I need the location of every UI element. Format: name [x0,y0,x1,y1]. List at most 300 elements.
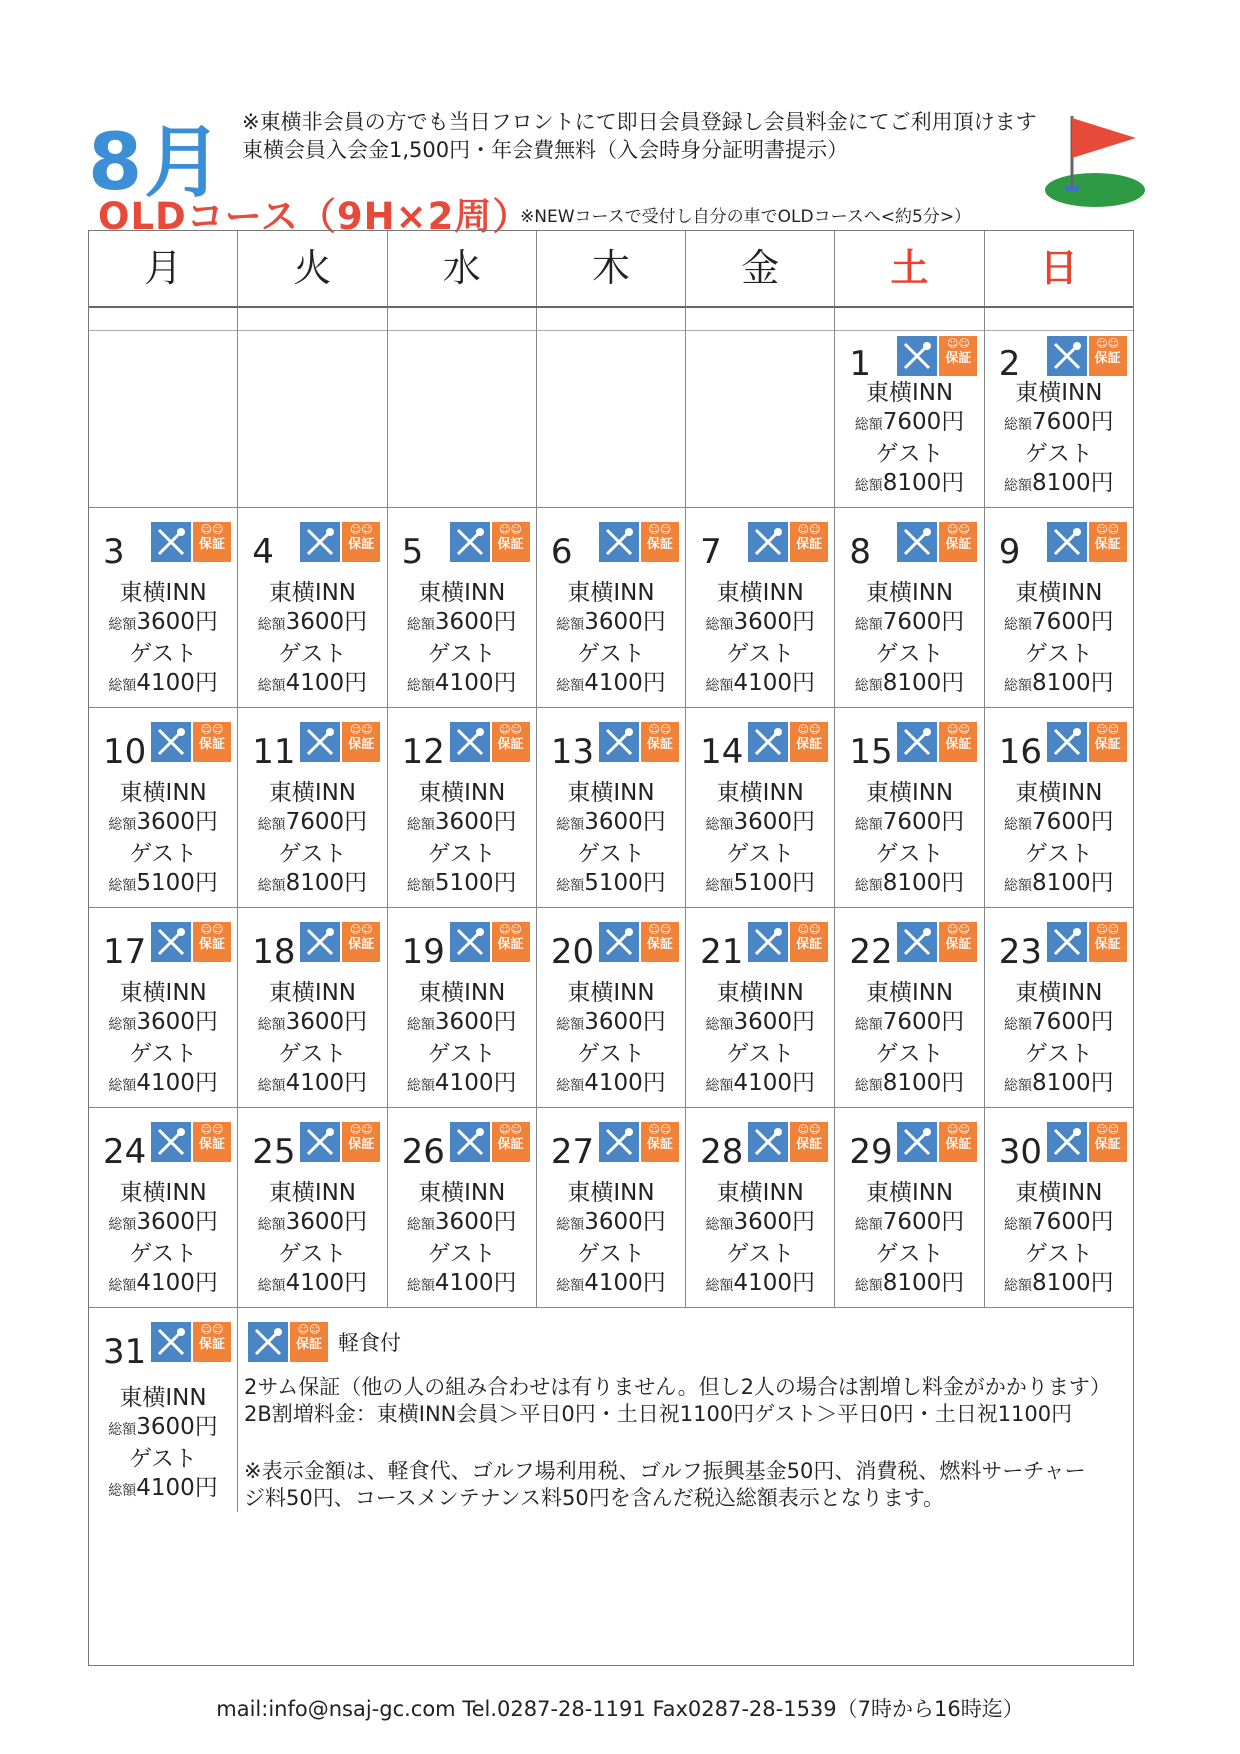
guest-label: ゲスト [576,1041,646,1067]
day-number: 19 [401,932,445,972]
legend-icons [248,1322,328,1362]
hosho-badge-icon [939,922,977,962]
day-cell [537,908,686,1107]
guest-price [537,1269,685,1301]
day-pricing [89,1179,237,1301]
member-price [985,1208,1133,1240]
member-price [686,1208,834,1240]
cell-top-strip [238,308,386,331]
day-icons [897,336,977,376]
day-number: 22 [849,932,893,972]
hotel-label: 東横INN [268,1180,357,1206]
hosho-label: 保証 [1094,537,1121,552]
day-cell [686,708,835,907]
member-price-value: 7600円 [882,809,965,835]
total-prefix: 総額 [556,617,585,633]
hosho-label: 保証 [1094,351,1121,366]
hosho-badge-icon [939,522,977,562]
day-icons [1047,522,1127,562]
day-pricing [985,979,1133,1101]
total-prefix: 総額 [406,678,435,694]
guest-price [985,669,1133,701]
smiley-faces-icon: ☺☺ [797,923,821,936]
smiley-faces-icon: ☺☺ [946,337,970,350]
course-note: ※NEWコースで受付し自分の車でOLDコースへ<約5分>） [520,207,972,227]
day-icons [300,1122,380,1162]
day-pricing [985,1179,1133,1301]
hosho-label: 保証 [646,1137,673,1152]
guest-label: ゲスト [1024,1041,1093,1067]
total-prefix: 総額 [556,1278,585,1294]
fork-knife-icon [300,1122,340,1162]
guest-price-value: 4100円 [285,670,368,696]
day-cell [388,908,537,1107]
hotel-label: 東横INN [865,580,954,606]
golf-flag-icon [1040,112,1150,212]
hotel-label: 東横INN [1015,580,1103,606]
day-number: 2 [998,344,1021,384]
total-prefix: 総額 [1004,1217,1033,1233]
day-pricing [238,979,386,1101]
guest-price [985,1069,1133,1101]
guest-label: ゲスト [129,841,198,867]
week-row [89,1108,1133,1308]
guest-price [537,669,685,701]
smiley-faces-icon: ☺☺ [499,1123,523,1136]
guest-price-value: 8100円 [285,870,368,896]
day-cell [537,508,686,707]
smiley-faces-icon: ☺☺ [499,923,523,936]
day-number: 29 [849,1132,893,1172]
day-pricing [686,579,834,701]
guest-price-value: 8100円 [1032,870,1114,896]
guest-price-value: 5100円 [733,870,816,896]
calendar [88,230,1134,1666]
member-price-value: 3600円 [136,1009,218,1035]
guest-label: ゲスト [576,1241,646,1267]
smiley-faces-icon: ☺☺ [499,523,523,536]
day-icons [450,922,530,962]
day-pricing [388,979,536,1101]
weekday-sat: 土 [835,231,984,306]
fork-knife-icon [897,522,937,562]
hosho-label: 保証 [796,737,823,752]
day-pricing [89,579,237,701]
guest-price [89,869,237,901]
day-cell [985,1108,1133,1307]
member-price [89,608,237,640]
day-number: 15 [849,732,893,772]
guest-label: ゲスト [875,1041,944,1067]
smiley-faces-icon: ☺☺ [1096,723,1120,736]
day-number: 26 [401,1132,445,1172]
hosho-badge-icon [342,922,380,962]
fork-knife-icon [1047,1122,1087,1162]
smiley-faces-icon: ☺☺ [499,723,523,736]
total-prefix: 総額 [854,1078,883,1094]
smiley-faces-icon: ☺☺ [648,1123,672,1136]
day-cell [89,1308,238,1512]
cell-top-strip [835,308,983,331]
guest-label: ゲスト [427,1241,496,1267]
cell-top-strip [89,308,237,331]
fork-knife-icon [599,522,639,562]
hotel-label: 東横INN [567,980,655,1006]
day-number: 18 [252,932,296,972]
guest-price-value: 5100円 [136,870,218,896]
guest-price [388,1269,536,1301]
member-price [686,1008,834,1040]
member-price-value: 3600円 [434,1009,517,1035]
day-cell [835,308,984,507]
member-price [89,1008,237,1040]
guest-price-value: 8100円 [882,1070,965,1096]
fork-knife-icon [151,1322,191,1362]
day-number: 13 [550,732,595,772]
day-icons [599,1122,679,1162]
cell-top-strip [686,308,834,331]
day-icons [450,1122,530,1162]
day-cell [238,708,387,907]
guest-price [686,869,834,901]
total-prefix: 総額 [406,1278,435,1294]
total-prefix: 総額 [556,817,585,833]
hotel-label: 東横INN [865,380,954,406]
fork-knife-icon [1047,922,1087,962]
hosho-badge-icon [939,1122,977,1162]
total-prefix: 総額 [556,1017,585,1033]
guest-price-value: 4100円 [584,1070,666,1096]
total-prefix: 総額 [854,817,883,833]
weekday-wed: 水 [388,231,537,306]
day-icons [599,522,679,562]
hosho-label: 保証 [945,537,972,552]
smiley-faces-icon: ☺☺ [797,523,821,536]
hosho-badge-icon [641,522,679,562]
total-prefix: 総額 [705,1217,734,1233]
guest-label: ゲスト [875,441,944,467]
member-price [985,808,1133,840]
guest-label: ゲスト [1024,441,1093,467]
guest-label: ゲスト [1024,1241,1093,1267]
hotel-label: 東横INN [1015,780,1103,806]
hosho-badge-icon [193,1322,231,1362]
day-pricing [238,779,386,901]
day-icons [151,1122,231,1162]
hotel-label: 東横INN [567,780,655,806]
smiley-faces-icon: ☺☺ [946,523,970,536]
guest-price-value: 4100円 [434,1270,517,1296]
guest-price-value: 8100円 [882,1270,965,1296]
day-number: 30 [998,1132,1042,1172]
hotel-label: 東横INN [418,980,506,1006]
member-price-value: 3600円 [136,1414,218,1440]
member-price [238,1008,386,1040]
guest-price [985,1269,1133,1301]
guest-price-value: 4100円 [733,1270,816,1296]
hosho-badge-icon [492,922,530,962]
fork-knife-icon [599,722,639,762]
total-prefix: 総額 [1004,417,1033,433]
guest-label: ゲスト [278,1041,347,1067]
member-price [985,608,1133,640]
smiley-faces-icon: ☺☺ [200,1323,224,1336]
day-cell [537,708,686,907]
member-price-value: 3600円 [584,609,666,635]
guest-price [388,669,536,701]
smiley-faces-icon: ☺☺ [349,723,373,736]
member-price [537,808,685,840]
guest-price-value: 5100円 [584,870,666,896]
smiley-faces-icon: ☺☺ [648,723,672,736]
total-prefix: 総額 [406,817,435,833]
member-price [89,808,237,840]
day-pricing [89,979,237,1101]
hotel-label: 東横INN [1015,380,1103,406]
hosho-badge-icon [641,922,679,962]
hosho-label: 保証 [945,937,972,952]
member-price [985,1008,1133,1040]
hosho-label: 保証 [198,1337,225,1352]
guest-label: ゲスト [427,841,496,867]
day-cell [835,908,984,1107]
guest-price-value: 4100円 [584,670,666,696]
fork-knife-icon [897,722,937,762]
day-number: 7 [700,532,722,572]
member-price-value: 7600円 [1032,1009,1114,1035]
total-prefix: 総額 [854,878,883,894]
hotel-label: 東横INN [865,980,954,1006]
member-price-value: 3600円 [136,609,218,635]
weekday-header [89,231,1133,308]
member-price [835,1208,983,1240]
day-icons [450,722,530,762]
total-prefix: 総額 [108,617,137,633]
guest-label: ゲスト [1024,841,1093,867]
total-prefix: 総額 [406,617,435,633]
fork-knife-icon [599,1122,639,1162]
day-cell [238,508,387,707]
guest-price-value: 8100円 [1032,670,1114,696]
guest-label: ゲスト [875,1241,944,1267]
member-price-value: 3600円 [434,609,517,635]
smiley-faces-icon: ☺☺ [946,723,970,736]
day-pricing [686,1179,834,1301]
empty-cell [238,308,387,507]
total-prefix: 総額 [108,678,137,694]
day-icons [151,922,231,962]
total-prefix: 総額 [1004,1278,1033,1294]
guest-price [537,869,685,901]
guest-price [835,1069,983,1101]
legend-line4: ジ料50円、コースメンテナンス料50円を含んだ税込総額表示となります。 [244,1486,945,1510]
hotel-label: 東横INN [716,1180,804,1206]
hosho-badge-icon [790,922,828,962]
hosho-badge-icon [790,722,828,762]
hosho-badge-icon [342,1122,380,1162]
guest-label: ゲスト [576,641,646,667]
hosho-label: 保証 [497,937,524,952]
hosho-badge-icon [193,722,231,762]
fork-knife-icon [1047,522,1087,562]
day-pricing [537,1179,685,1301]
hosho-label: 保証 [497,737,524,752]
day-cell [835,1108,984,1307]
guest-price-value: 8100円 [882,470,965,496]
fork-knife-icon [151,522,191,562]
membership-note-line2: 東横会員入会金1,500円・年会費無料（入会時身分証明書提示） [242,138,849,162]
day-cell [985,308,1133,507]
hosho-badge-icon [193,922,231,962]
fork-knife-icon [151,1122,191,1162]
smiley-faces-icon: ☺☺ [200,923,224,936]
guest-price-value: 8100円 [882,670,965,696]
fork-knife-icon [248,1322,288,1362]
day-icons [748,1122,828,1162]
hosho-label: 保証 [646,537,673,552]
member-price [89,1208,237,1240]
day-pricing [835,1179,983,1301]
day-cell [388,1108,537,1307]
day-pricing [985,779,1133,901]
day-cell [985,908,1133,1107]
guest-label: ゲスト [726,1041,795,1067]
total-prefix: 総額 [1004,678,1033,694]
guest-label: ゲスト [278,841,347,867]
total-prefix: 総額 [108,878,137,894]
total-prefix: 総額 [108,1422,137,1438]
guest-label: ゲスト [427,1041,496,1067]
hotel-label: 東横INN [716,780,804,806]
hosho-label: 保証 [497,1137,524,1152]
day-cell [835,508,984,707]
day-icons [599,722,679,762]
day-icons [151,1322,231,1362]
day-cell [89,1108,238,1307]
total-prefix: 総額 [854,1278,883,1294]
fork-knife-icon [1047,336,1087,376]
guest-price-value: 5100円 [434,870,517,896]
guest-label: ゲスト [278,641,347,667]
guest-label: ゲスト [427,641,496,667]
hosho-badge-icon [790,1122,828,1162]
day-number: 11 [252,732,296,772]
day-pricing [238,1179,386,1301]
fork-knife-icon [897,922,937,962]
day-pricing [835,379,983,501]
fork-knife-icon [450,722,490,762]
total-prefix: 総額 [705,1017,734,1033]
hotel-label: 東横INN [865,1180,954,1206]
member-price-value: 3600円 [584,1209,666,1235]
day-icons [1047,922,1127,962]
hosho-label: 保証 [1094,737,1121,752]
total-prefix: 総額 [108,1017,137,1033]
smiley-faces-icon: ☺☺ [1096,1123,1120,1136]
guest-price-value: 8100円 [1032,470,1114,496]
day-number: 3 [103,532,125,572]
hosho-badge-icon [790,522,828,562]
hotel-label: 東横INN [567,1180,655,1206]
day-cell [89,708,238,907]
legend-notes [244,1374,1111,1512]
hosho-badge-icon [1089,922,1127,962]
guest-price [985,469,1133,501]
total-prefix: 総額 [108,1078,137,1094]
member-price-value: 7600円 [1032,609,1114,635]
guest-price [686,669,834,701]
hosho-badge-icon [342,522,380,562]
guest-price [985,869,1133,901]
day-icons [748,522,828,562]
member-price [388,808,536,840]
day-number: 12 [401,732,445,772]
hotel-label: 東横INN [119,1180,207,1206]
fork-knife-icon [300,922,340,962]
fork-knife-icon [300,522,340,562]
fork-knife-icon [748,922,788,962]
day-pricing [985,379,1133,501]
guest-label: ゲスト [129,1041,198,1067]
membership-note-line1: ※東横非会員の方でも当日フロントにて即日会員登録し会員料金にてご利用頂けます [242,110,1037,134]
total-prefix: 総額 [257,817,286,833]
guest-label: ゲスト [128,1446,198,1472]
legend-area [238,1308,1133,1512]
smiley-faces-icon: ☺☺ [200,1123,224,1136]
smiley-faces-icon: ☺☺ [946,923,970,936]
total-prefix: 総額 [108,1278,137,1294]
weekday-mon: 月 [89,231,238,306]
hosho-label: 保証 [348,737,375,752]
total-prefix: 総額 [705,878,734,894]
guest-price-value: 4100円 [434,670,517,696]
hotel-label: 東横INN [1015,980,1103,1006]
guest-label: ゲスト [726,641,795,667]
day-icons [897,722,977,762]
hosho-label: 保証 [796,1137,823,1152]
guest-price [89,1474,237,1506]
guest-price [388,869,536,901]
week-row [89,908,1133,1108]
guest-price [835,1269,983,1301]
day-number: 14 [700,732,744,772]
weekday-tue: 火 [238,231,387,306]
guest-price-value: 4100円 [136,670,218,696]
week-row [89,308,1133,508]
hosho-badge-icon [193,522,231,562]
hosho-label: 保証 [198,1137,225,1152]
hosho-badge-icon [1089,722,1127,762]
cell-top-strip [985,308,1133,331]
total-prefix: 総額 [1004,1078,1033,1094]
membership-note [242,108,1037,164]
fork-knife-icon [300,722,340,762]
hosho-label: 保証 [198,537,225,552]
guest-label: ゲスト [726,1241,795,1267]
total-prefix: 総額 [556,1217,585,1233]
hosho-label: 保証 [945,1137,972,1152]
hosho-label: 保証 [1094,937,1121,952]
total-prefix: 総額 [854,478,883,494]
guest-label: ゲスト [875,641,944,667]
day-number: 20 [550,932,595,972]
day-number: 16 [998,732,1042,772]
week-row [89,508,1133,708]
guest-price [238,1269,386,1301]
day-icons [897,922,977,962]
hotel-label: 東横INN [418,780,506,806]
member-price [537,1008,685,1040]
